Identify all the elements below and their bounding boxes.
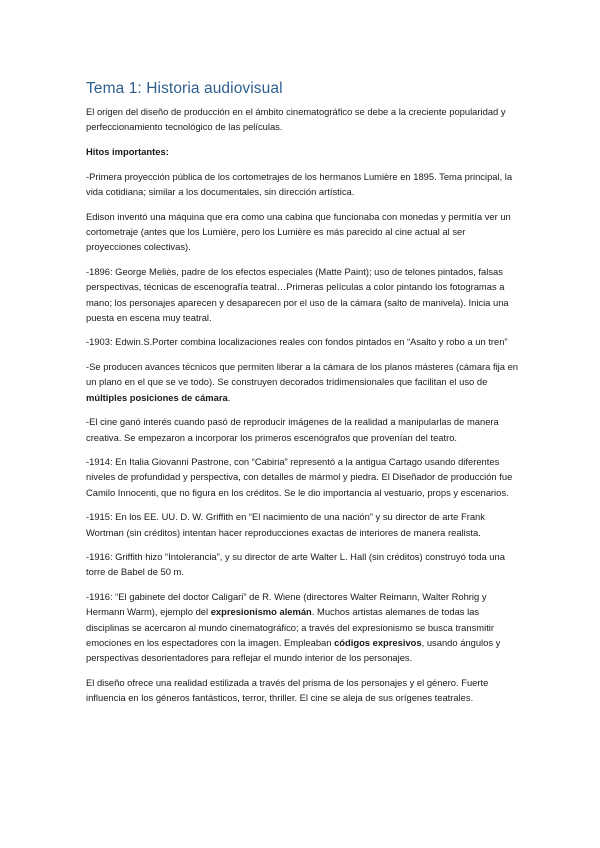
paragraph-cine-creativo: -El cine ganó interés cuando pasó de reproducir imágenes de la realidad a manipularlas de manera creativa. Se empezaron a incorporar los primeros escenógrafos que provenían del teatro. bbox=[86, 416, 499, 443]
caligari-text-c: . Muchos artistas alemanes de todas las disciplinas se acercaron al mundo cinematográfico; a través del expresionismo se busca transmitir emociones en los espectadores con la imagen. Empleaban bbox=[86, 606, 495, 648]
caligari-bold-expresionismo: expresionismo alemán bbox=[210, 606, 312, 618]
avances-end: . bbox=[227, 391, 231, 403]
paragraph-griffith-nacimiento: -1915: En los EE. UU. D. W. Griffith en “El nacimiento de una nación” y su director de arte Frank Wortman (sin créditos) intentan hacer reproducciones exactas de interiores de manera realista. bbox=[86, 511, 485, 538]
paragraph-caligari bbox=[86, 589, 518, 666]
caligari-text-d: , usando ángulos y perspectivas desorientadores para reflejar el mundo interior de los personajes. bbox=[86, 636, 501, 664]
page-title: Tema 1: Historia audiovisual bbox=[86, 80, 283, 97]
caligari-bold-codigos: códigos expresivos bbox=[334, 636, 422, 648]
hitos-heading: Hitos importantes: bbox=[86, 145, 169, 157]
avances-text: -Se producen avances técnicos que permiten liberar a la cámara de los planos másteres (cámara fija en un plano en el que se ve todo). Se construyen decorados tridimensionales que facilitan el uso de bbox=[86, 360, 518, 388]
paragraph-edison: Edison inventó una máquina que era como una cabina que funcionaba con monedas y permitía ver un cortometraje (antes que los Lumière, pero los Lumière es más parecido al cine actual al ser proyecciones colectivas). bbox=[86, 210, 511, 253]
avances-bold: múltiples posiciones de cámara bbox=[86, 391, 228, 403]
paragraph-lumiere: -Primera proyección pública de los cortometrajes de los hermanos Lumière en 1895. Tema principal, la vida cotidiana; similar a los documentales, sin dirección artística. bbox=[86, 170, 513, 198]
paragraph-diseno-estilizado: El diseño ofrece una realidad estilizada a través del prisma de los personajes y el género. Fuerte influencia en los géneros fantásticos, terror, thriller. El cine se aleja de sus orígenes teatrales. bbox=[86, 676, 489, 704]
document-body bbox=[86, 80, 518, 715]
paragraph-intolerancia: -1916: Griffith hizo “Intolerancia”, y su director de arte Walter L. Hall (sin créditos) construyó toda una torre de Babel de 50 m. bbox=[86, 550, 505, 578]
paragraph-melies: -1896: George Meliès, padre de los efectos especiales (Matte Paint); uso de telones pintados, falsas perspectivas, técnicas de escenografía teatral…Primeras películas a color pintando los fotogramas a mano; los personajes aparecen y desaparecen por el uso de la cámara (salto de manivela). Inicia una puesta en escena muy teatral. bbox=[86, 265, 509, 324]
paragraph-avances-tecnicos bbox=[86, 359, 518, 405]
intro-paragraph: El origen del diseño de producción en el ámbito cinematográfico se debe a la creciente popularidad y perfeccionamiento tecnológico de las películas. bbox=[86, 106, 506, 133]
paragraph-porter: -1903: Edwin.S.Porter combina localizaciones reales con fondos pintados en “Asalto y robo a un tren” bbox=[86, 336, 508, 348]
paragraph-cabiria: -1914: En Italia Giovanni Pastrone, con “Cabiria” representó a la antigua Cartago usando diferentes niveles de profundidad y perspectiva, con detalles de mármol y piedra. El Diseñador de producción fue Camilo Innocenti, que no figura en los créditos. Se le dio importancia al vestuario, props y escenarios. bbox=[86, 455, 513, 498]
caligari-text-a: -1916: “El gabinete del doctor Caligari” de R. Wiene (directores Walter Reimann, Walter Rohrig y Hermann Warm), ejemplo del bbox=[86, 590, 487, 618]
